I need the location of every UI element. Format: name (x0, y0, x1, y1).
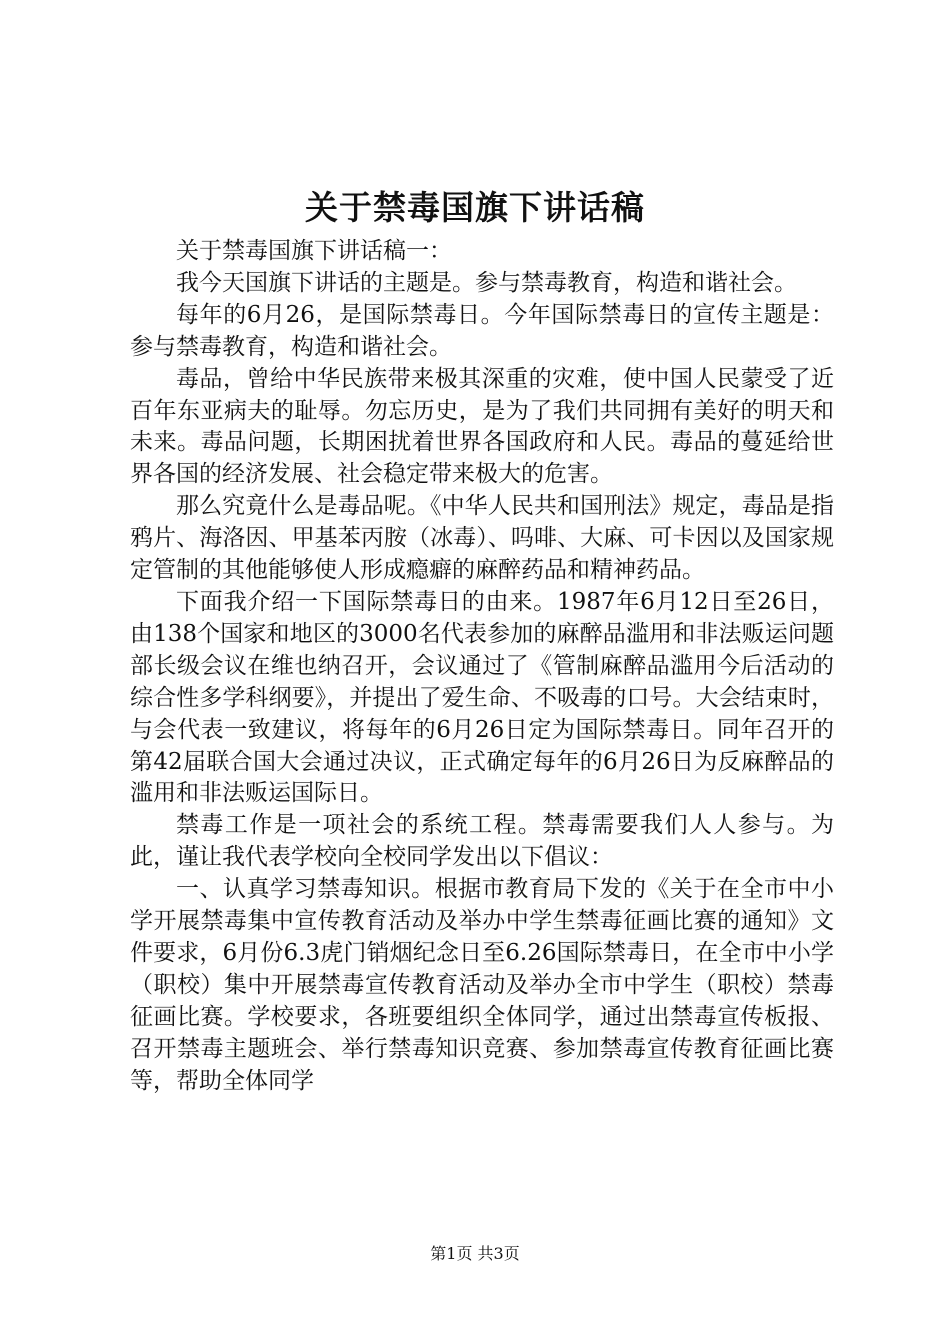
paragraph-7: 禁毒工作是一项社会的系统工程。禁毒需要我们人人参与。为此，谨让我代表学校向全校同学发出以下倡议： (130, 812, 834, 871)
paragraph-3: 每年的6月26，是国际禁毒日。今年国际禁毒日的宣传主题是：参与禁毒教育，构造和谐社会。 (130, 301, 834, 360)
paragraph-2: 我今天国旗下讲话的主题是。参与禁毒教育，构造和谐社会。 (176, 269, 797, 296)
paragraph-6: 下面我介绍一下国际禁毒日的由来。1987年6月12日至26日，由138个国家和地区的3000名代表参加的麻醉品滥用和非法贩运问题部长级会议在维也纳召开，会议通过了《管制麻醉品滥用今后活动的综合性多学科纲要》，并提出了爱生命、不吸毒的口号。大会结束时，与会代表一致建议，将每年的6月26日定为国际禁毒日。同年召开的第42届联合国大会通过决议，正式确定每年的6月26日为反麻醉品的滥用和非法贩运国际日。 (130, 588, 834, 807)
paragraph-1: 关于禁毒国旗下讲话稿一： (176, 238, 452, 264)
paragraph-4: 毒品，曾给中华民族带来极其深重的灾难，使中国人民蒙受了近百年东亚病夫的耻辱。勿忘历史，是为了我们共同拥有美好的明天和未来。毒品问题，长期困扰着世界各国政府和人民。毒品的蔓延给世界各国的经济发展、社会稳定带来极大的危害。 (130, 365, 834, 488)
document-body (130, 236, 834, 1097)
paragraph-5: 那么究竟什么是毒品呢。《中华人民共和国刑法》规定，毒品是指鸦片、海洛因、甲基苯丙胺（冰毒）、吗啡、大麻、可卡因以及国家规定管制的其他能够使人形成瘾癖的麻醉药品和精神药品。 (130, 493, 834, 584)
document-title: 关于禁毒国旗下讲话稿 (305, 188, 645, 227)
paragraph-8: 一、认真学习禁毒知识。根据市教育局下发的《关于在全市中小学开展禁毒集中宣传教育活动及举办中学生禁毒征画比赛的通知》文件要求，6月份6.3虎门销烟纪念日至6.26国际禁毒日，在全市中小学（职校）集中开展禁毒宣传教育活动及举办全市中学生（职校）禁毒征画比赛。学校要求，各班要组织全体同学，通过出禁毒宣传板报、召开禁毒主题班会、举行禁毒知识竞赛、参加禁毒宣传教育征画比赛等，帮助全体同学 (130, 876, 834, 1094)
page-number-footer: 第1页 共3页 (430, 1244, 520, 1263)
